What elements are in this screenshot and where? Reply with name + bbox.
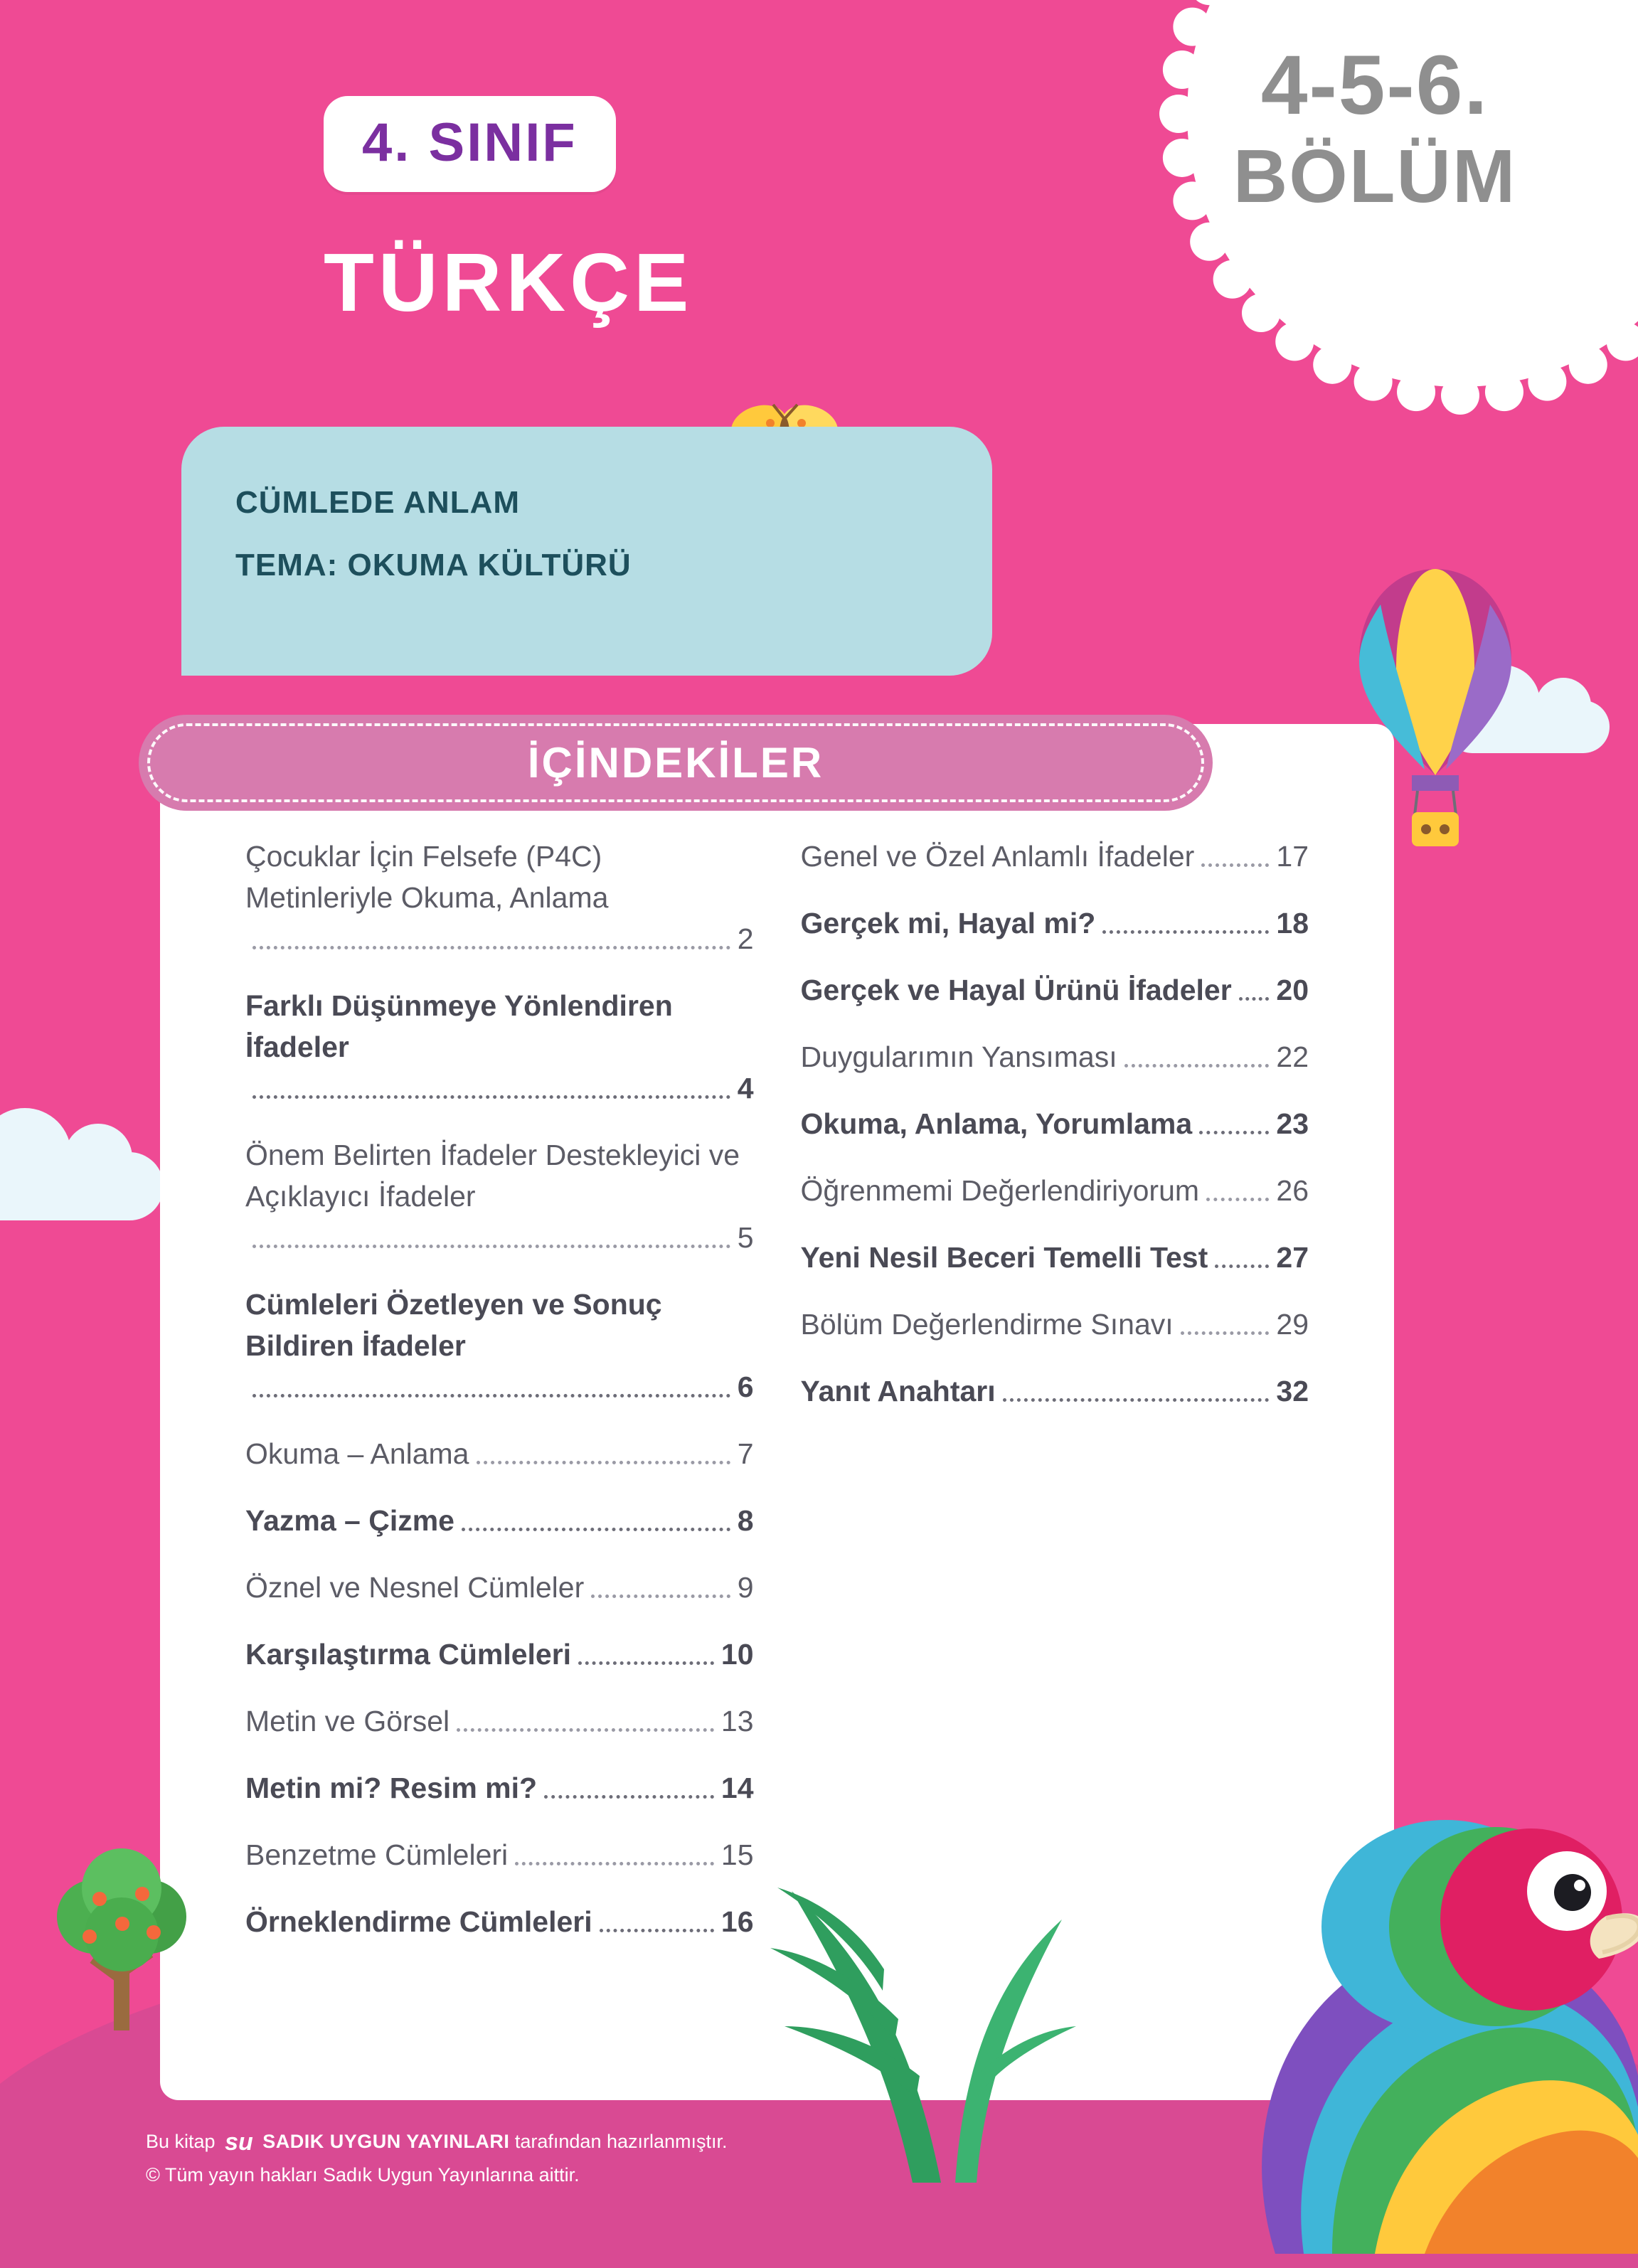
toc-entry-page: 23 <box>1276 1107 1309 1140</box>
chapter-badge-text <box>1126 38 1624 219</box>
toc-entry-title: Öznel ve Nesnel Cümleler <box>245 1571 585 1604</box>
toc-entry[interactable] <box>245 1567 754 1608</box>
toc-entry[interactable] <box>245 836 754 959</box>
toc-entry[interactable] <box>245 1500 754 1541</box>
toc-entry-page: 6 <box>737 1370 754 1403</box>
toc-entry[interactable] <box>245 1634 754 1675</box>
badge-scallop-tooth <box>1213 260 1252 299</box>
toc-entry[interactable] <box>801 1370 1309 1412</box>
toc-entry-page: 16 <box>720 1905 754 1938</box>
toc-entry-title: Metin ve Görsel <box>245 1705 450 1737</box>
badge-scallop-tooth <box>1190 223 1228 261</box>
toc-entry-title: Farklı Düşünmeye Yönlendiren İfadeler <box>245 989 673 1063</box>
contents-ribbon <box>139 715 1213 811</box>
toc-entry-page: 26 <box>1276 1174 1309 1207</box>
toc-entry-title: Örneklendirme Cümleleri <box>245 1905 592 1938</box>
contents-title: İÇİNDEKİLER <box>527 739 824 787</box>
toc-entry[interactable] <box>801 1304 1309 1345</box>
badge-scallop-tooth <box>1397 373 1435 411</box>
badge-scallop-tooth <box>1569 346 1607 384</box>
toc-entry-page: 4 <box>737 1072 754 1104</box>
toc-entry-title: Öğrenmemi Değerlendiriyorum <box>800 1174 1200 1207</box>
toc-entry-title: Genel ve Özel Anlamlı İfadeler <box>800 840 1195 873</box>
toc-entry[interactable] <box>245 1901 754 1942</box>
toc-entry-title: Yanıt Anahtarı <box>800 1375 996 1407</box>
bird-illustration <box>905 1713 1638 2254</box>
toc-entry-title: Yazma – Çizme <box>245 1504 454 1537</box>
toc-leader-dots <box>1181 1331 1270 1335</box>
toc-entry-title: Karşılaştırma Cümleleri <box>245 1638 572 1671</box>
toc-entry[interactable] <box>801 1237 1309 1278</box>
publisher-name: SADIK UYGUN YAYINLARI <box>262 2131 510 2152</box>
toc-entry[interactable] <box>245 1700 754 1742</box>
toc-entry-page: 2 <box>737 922 754 955</box>
toc-entry-title: Okuma – Anlama <box>245 1437 469 1470</box>
toc-leader-dots <box>1206 1198 1269 1201</box>
subject-title: TÜRKÇE <box>324 236 693 329</box>
toc-leader-dots <box>578 1661 714 1665</box>
toc-entry-title: Yeni Nesil Beceri Temelli Test <box>800 1241 1208 1274</box>
toc-entry-page: 27 <box>1276 1241 1309 1274</box>
toc-leader-dots <box>457 1728 714 1732</box>
toc-entry-page: 9 <box>737 1571 754 1604</box>
badge-scallop-tooth <box>1173 8 1211 46</box>
toc-leader-dots <box>1124 1064 1270 1068</box>
toc-leader-dots <box>1199 1131 1269 1134</box>
toc-entry-title: Cümleleri Özetleyen ve Sonuç Bildiren İfadeler <box>245 1288 662 1362</box>
tree-icon <box>43 1831 206 2038</box>
toc-entry[interactable] <box>801 1103 1309 1144</box>
toc-entry[interactable] <box>245 1134 754 1258</box>
toc-entry-page: 5 <box>737 1221 754 1254</box>
toc-leader-dots <box>544 1795 714 1799</box>
toc-leader-dots <box>1215 1265 1269 1268</box>
publisher-logo: su <box>225 2129 253 2156</box>
toc-entry[interactable] <box>801 903 1309 944</box>
footer-prefix: Bu kitap <box>146 2131 216 2152</box>
toc-entry[interactable] <box>245 1433 754 1474</box>
toc-entry-page: 32 <box>1276 1375 1309 1407</box>
footer-line-1 <box>146 2125 728 2158</box>
badge-scallop-tooth <box>1607 322 1638 361</box>
badge-scallop-tooth <box>1485 373 1523 411</box>
toc-leader-dots <box>462 1528 730 1531</box>
badge-scallop-tooth <box>1275 322 1314 361</box>
toc-entry[interactable] <box>245 1284 754 1407</box>
toc-leader-dots <box>252 1095 730 1099</box>
toc-entry-title: Çocuklar İçin Felsefe (P4C) Metinleriyle Okuma, Anlama <box>245 840 609 914</box>
toc-entry-page: 13 <box>720 1705 754 1737</box>
toc-entry-page: 10 <box>720 1638 754 1671</box>
toc-leader-dots <box>1003 1398 1270 1402</box>
toc-entry[interactable] <box>245 1834 754 1875</box>
toc-entry-title: Okuma, Anlama, Yorumlama <box>800 1107 1193 1140</box>
badge-scallop-tooth <box>1528 363 1566 401</box>
toc-leader-dots <box>252 1245 730 1248</box>
toc-leader-dots <box>252 1394 730 1397</box>
chapter-badge-line1: 4-5-6. <box>1260 38 1489 132</box>
toc-entry-title: Gerçek ve Hayal Ürünü İfadeler <box>800 974 1232 1006</box>
toc-leader-dots <box>515 1862 714 1865</box>
toc-leader-dots <box>1102 930 1269 934</box>
topic-line-1: CÜMLEDE ANLAM <box>235 485 520 520</box>
toc-entry-title: Metin mi? Resim mi? <box>245 1772 538 1804</box>
toc-leader-dots <box>600 1929 714 1932</box>
toc-entry-page: 22 <box>1276 1040 1309 1073</box>
badge-scallop-tooth <box>1313 346 1351 384</box>
toc-entry[interactable] <box>801 1036 1309 1077</box>
toc-entry-title: Benzetme Cümleleri <box>245 1838 509 1871</box>
toc-entry[interactable] <box>801 1170 1309 1211</box>
topic-card <box>181 427 992 676</box>
badge-scallop-tooth <box>1441 376 1479 415</box>
toc-entry[interactable] <box>245 1767 754 1809</box>
toc-entry-page: 14 <box>720 1772 754 1804</box>
toc-entry-page: 17 <box>1276 840 1309 873</box>
toc-entry-title: Duygularımın Yansıması <box>800 1040 1117 1073</box>
footer-line-2: © Tüm yayın hakları Sadık Uygun Yayınlarına aittir. <box>146 2164 580 2186</box>
toc-entry-title: Gerçek mi, Hayal mi? <box>800 907 1096 939</box>
badge-scallop-tooth <box>1354 363 1393 401</box>
toc-leader-dots <box>252 946 730 949</box>
badge-scallop-tooth <box>1242 294 1280 332</box>
toc-leader-dots <box>477 1461 730 1464</box>
toc-entry-page: 7 <box>737 1437 754 1470</box>
toc-entry-page: 18 <box>1276 907 1309 939</box>
chapter-badge-line2: BÖLÜM <box>1233 134 1517 218</box>
toc-entry[interactable] <box>801 836 1309 877</box>
toc-leader-dots <box>1239 997 1270 1001</box>
toc-column-left <box>245 836 754 1968</box>
toc-entry-page: 8 <box>737 1504 754 1537</box>
toc-entry[interactable] <box>801 969 1309 1011</box>
topic-line-2: TEMA: OKUMA KÜLTÜRÜ <box>235 548 632 582</box>
grade-chip: 4. SINIF <box>324 96 616 192</box>
footer-suffix: tarafından hazırlanmıştır. <box>514 2131 728 2152</box>
toc-entry-title: Bölüm Değerlendirme Sınavı <box>800 1308 1174 1341</box>
toc-entry[interactable] <box>245 985 754 1109</box>
toc-entry-page: 20 <box>1276 974 1309 1006</box>
toc-leader-dots <box>591 1594 730 1598</box>
toc-entry-title: Önem Belirten İfadeler Destekleyici ve Açıklayıcı İfadeler <box>245 1139 740 1213</box>
toc-entry-page: 29 <box>1276 1308 1309 1341</box>
cloud-icon <box>0 1152 164 1220</box>
toc-leader-dots <box>1201 863 1269 867</box>
toc-entry-page: 15 <box>720 1838 754 1871</box>
footer <box>146 2125 728 2191</box>
